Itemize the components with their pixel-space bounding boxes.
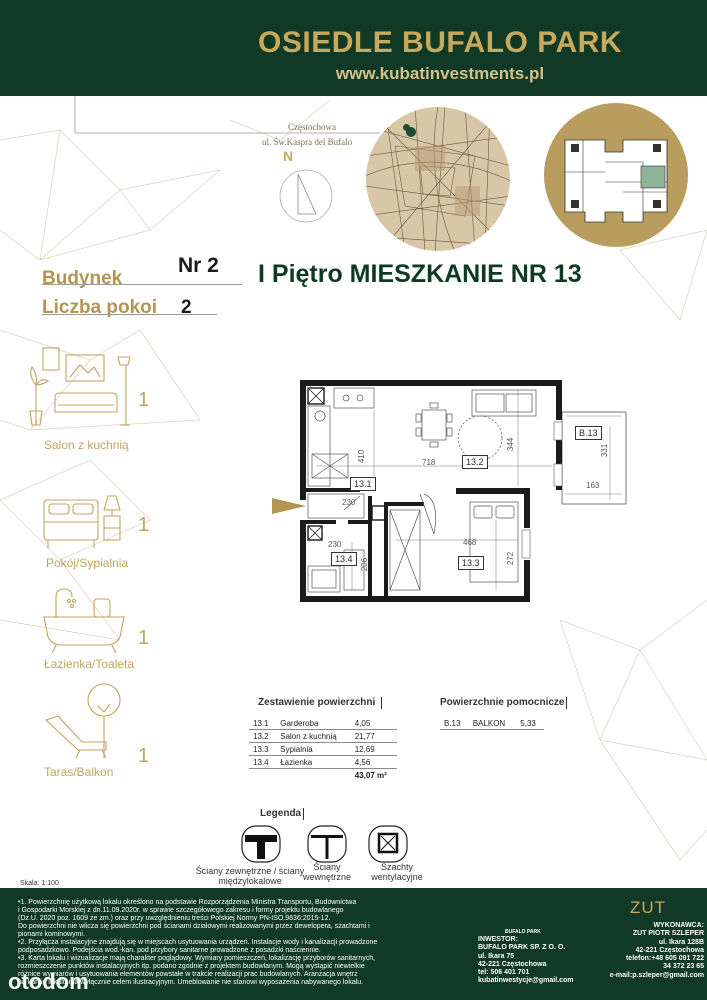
table-row: 13.2 Salon z kuchnią 21,77 bbox=[249, 730, 397, 743]
investor-block: INWESTOR: BUFALO PARK SP. Z O. O. ul. Ikara 75 42-221 Częstochowa tel: 506 401 701 kubatinwestycje@gmail.com bbox=[478, 936, 574, 985]
bedroom-label: Pokój/Sypialnia bbox=[46, 556, 129, 570]
city-map-icon bbox=[365, 106, 511, 252]
bedroom-count: 1 bbox=[138, 514, 150, 536]
dim-272: 272 bbox=[506, 551, 516, 566]
dim-410: 410 bbox=[357, 449, 367, 464]
watermark-logo: otodom bbox=[8, 969, 89, 994]
aux-areas-title-bar bbox=[566, 697, 567, 709]
legend-ventilation-shafts: Szachty wentylacyjne bbox=[371, 862, 423, 882]
plan-room-13-2: 13.2 bbox=[462, 455, 488, 469]
table-row-total: 43,07 m² bbox=[354, 770, 387, 780]
map-pin-dot bbox=[403, 124, 410, 131]
interior-wall-icon bbox=[307, 825, 347, 863]
building-label: Budynek bbox=[42, 268, 123, 289]
dim-206: 206 bbox=[360, 557, 370, 572]
table-row: 13.3 Sypialnia 12,69 bbox=[249, 743, 397, 756]
street-label: ul. Św.Kaspra del Bufalo bbox=[262, 137, 353, 147]
dim-230-a: 230 bbox=[342, 498, 356, 507]
bathroom-count: 1 bbox=[138, 627, 150, 649]
rooms-underline bbox=[42, 314, 217, 315]
rooms-value: 2 bbox=[181, 297, 192, 318]
balcony-icon bbox=[40, 680, 140, 762]
building-underline bbox=[42, 284, 242, 285]
areas-title: Zestawienie powierzchni bbox=[258, 697, 376, 708]
bathroom-label: Łazienka/Toaleta bbox=[44, 657, 135, 671]
areas-title-bar bbox=[381, 697, 382, 709]
bedroom-icon bbox=[40, 492, 130, 552]
table-row: B.13 BALKON 5,33 bbox=[440, 717, 544, 730]
legend-title: Legenda bbox=[260, 808, 302, 819]
dim-331: 331 bbox=[600, 443, 610, 458]
north-label: N bbox=[283, 148, 294, 164]
plan-room-13-3: 13.3 bbox=[458, 556, 484, 570]
floor-plan bbox=[260, 370, 640, 610]
living-room-label: Salon z kuchnią bbox=[44, 438, 129, 452]
ventilation-shaft-icon bbox=[368, 825, 408, 863]
building-value: Nr 2 bbox=[178, 254, 219, 277]
dim-344: 344 bbox=[506, 437, 516, 452]
bathroom-icon bbox=[42, 585, 132, 655]
investor-tag: BUFALO PARK bbox=[505, 929, 541, 935]
plan-balcony-b13: B.13 bbox=[575, 426, 602, 440]
plan-room-13-4: 13.4 bbox=[331, 552, 357, 566]
legend-interior-walls: Ściany wewnętrzne bbox=[302, 862, 352, 882]
footer-notes: •1. Powierzchnię użytkową lokalu określono na podstawie Rozporządzenia Ministra Transportu, Budownictwa i Gospodarki Morskiej z dn.11.09.2020r. w sprawie szczegółowego zakresu i formy projektu budowlanego (Dz.U. 2020 poz. 1609 ze zm.) oraz przy uwzględnieniu treści Polskiej Normy PN-ISO.9836:2015-12. Do powierzchni nie wlicza się powierzchni pod ścianami działowymi realizowanymi przez dewelopera, szachtami i pionami kominowymi. •2. Przyłącza instalacyjne znajdują się w miejscach usytuowania urządzeń. Instalacje wody i kanalizacji prowadzone podposadzkowo. Podejścia wod.-kan. pod przybory sanitarne prowadzone z posadzki naściennie. •3. Karta lokalu i wizualizacje mają charakter poglądowy. Wymiary pomieszczeń, lokalizację przyborów sanitarnych, rozmieszczenie punktów instalacyjnych itp. podano zgodnie z projektem budowlanym. Mogą wystąpić niewielkie różnice wymiarów i usytuowania elementów powstałe w trakcie realizacji prac budowlanych. Aranżacja wnętrz na karcie lokalu ma wyłącznie celem ilustracyjnym. Umeblowanie nie stanowi wyposażenia nabywanego lokalu. bbox=[18, 899, 378, 986]
table-row: 13.4 Łazienka 4,56 bbox=[249, 756, 397, 769]
scale-label: Skala: 1:100 bbox=[20, 880, 59, 887]
dim-163: 163 bbox=[586, 481, 600, 490]
legend-exterior-walls: Ściany zewnętrzne / ściany międzylokalowe bbox=[195, 866, 305, 886]
living-room-icon bbox=[18, 345, 138, 430]
living-room-count: 1 bbox=[138, 389, 150, 411]
contractor-logo: ZUT bbox=[630, 898, 667, 917]
balcony-count: 1 bbox=[138, 745, 150, 767]
compass-icon bbox=[276, 166, 336, 226]
balcony-label: Taras/Balkon bbox=[44, 765, 114, 779]
aux-areas-table bbox=[440, 717, 544, 730]
aux-areas-title: Powierzchnie pomocnicze bbox=[440, 697, 565, 708]
website-url[interactable]: www.kubatinvestments.pl bbox=[335, 64, 545, 83]
contractor-block: WYKONAWCA: ZUT PIOTR SZLEPER ul. Ikara 128B 42-221 Częstochowa telefon:+48 605 091 722 34 372 23 65 e-mail:p.szleper@gmail.com bbox=[609, 922, 704, 979]
rooms-label: Liczba pokoi bbox=[42, 297, 158, 318]
city-label: Częstochowa bbox=[288, 122, 336, 132]
exterior-wall-icon bbox=[241, 825, 281, 863]
building-location-icon bbox=[543, 102, 689, 248]
page-title: OSIEDLE BUFALO PARK bbox=[258, 26, 622, 59]
table-row: 13.1 Garderoba 4,05 bbox=[249, 717, 397, 730]
areas-table bbox=[249, 717, 397, 781]
legend-title-bar bbox=[303, 808, 304, 820]
dim-468: 468 bbox=[463, 538, 477, 547]
dim-230-b: 230 bbox=[328, 540, 342, 549]
plan-room-13-1: 13.1 bbox=[350, 477, 376, 491]
apartment-title: I Piętro MIESZKANIE NR 13 bbox=[258, 260, 582, 288]
dim-718: 718 bbox=[422, 458, 436, 467]
